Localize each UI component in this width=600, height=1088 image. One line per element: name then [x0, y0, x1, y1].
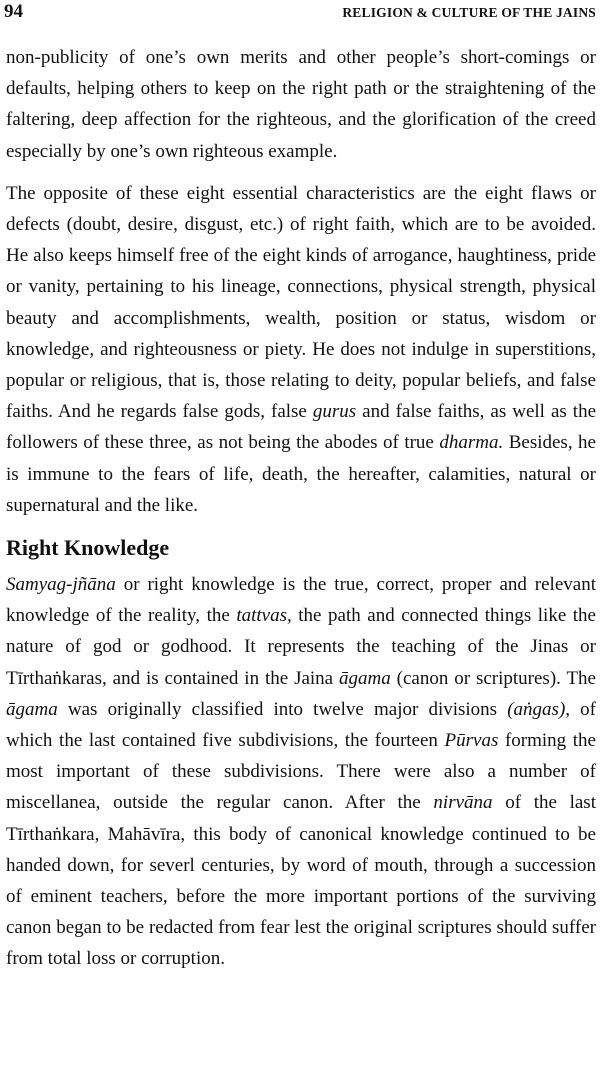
italic-term: āgama: [6, 698, 58, 720]
text-segment: of the last Tīrthaṅkara, Mahāvīra, this body of canonical knowledge continued to be handed down, for severl centuries, by word of mouth, through a succession of eminent teachers, before the more important portions of the surviving canon began to be redacted from fear lest the original scriptures should suffer from total loss or corruption.: [6, 792, 596, 970]
text-segment: The opposite of these eight essential characteristics are the eight flaws or defects (doubt, desire, disgust, etc.) of right faith, which are to be avoided. He also keeps himself free of the eight kinds of arrogance, haughtiness, pride or vanity, pertaining to his lineage, connections, physical strength, physical beauty and accomplishments, wealth, position or status, wisdom or knowledge, and righteousness or piety. He does not indulge in superstitions, popular or religious, that is, those relating to deity, popular beliefs, and false faiths. And he regards false gods, false: [6, 182, 596, 423]
text-segment: (canon or scriptures). The: [390, 667, 596, 689]
section-heading: Right Knowledge: [6, 535, 170, 561]
text-segment: and false faiths, as well as the followers of these three, as not being the abodes of true: [6, 401, 596, 454]
italic-term: dharma.: [439, 432, 504, 454]
italic-term: Pūrvas: [444, 730, 499, 752]
italic-term: tattvas,: [236, 605, 292, 627]
page-body: [6, 42, 596, 975]
text-segment: was originally classified into twelve major divisions: [57, 698, 508, 720]
italic-term: Samyag-jñāna: [6, 574, 116, 596]
page-header: [0, 0, 600, 30]
running-title: RELIGION & CULTURE OF THE JAINS: [342, 5, 596, 20]
paragraph-1: non-publicity of one’s own merits and other people’s short-comings or defaults, helping others to keep on the right path or the straightening of the faltering, deep affection for the righteous, and the glorification of the creed especially by one’s own righteous example.: [6, 47, 596, 162]
text-segment: of which the last contained five subdivisions, the fourteen: [6, 698, 597, 752]
paragraph-2: [6, 178, 596, 521]
italic-term: āgama: [339, 667, 391, 689]
text-segment: the path and connected things like the nature of god or godhood. It represents the teaching of the Jinas or Tīrthaṅkaras, and is contained in the Jaina: [6, 605, 596, 689]
paragraph-3: [6, 569, 596, 975]
italic-term: gurus: [312, 401, 357, 423]
page-number: 94: [4, 1, 23, 22]
text-segment: Besides, he is immune to the fears of life, death, the hereafter, calamities, natural or supernatural and the like.: [6, 432, 596, 516]
text-segment: or right knowledge is the true, correct, proper and relevant knowledge of the reality, the: [6, 574, 596, 627]
text-segment: forming the most important of these subdivisions. There were also a number of miscellanea, outside the regular canon. After the: [6, 730, 596, 814]
italic-term: nirvāna: [433, 792, 493, 814]
italic-term: (aṅgas),: [507, 698, 571, 720]
